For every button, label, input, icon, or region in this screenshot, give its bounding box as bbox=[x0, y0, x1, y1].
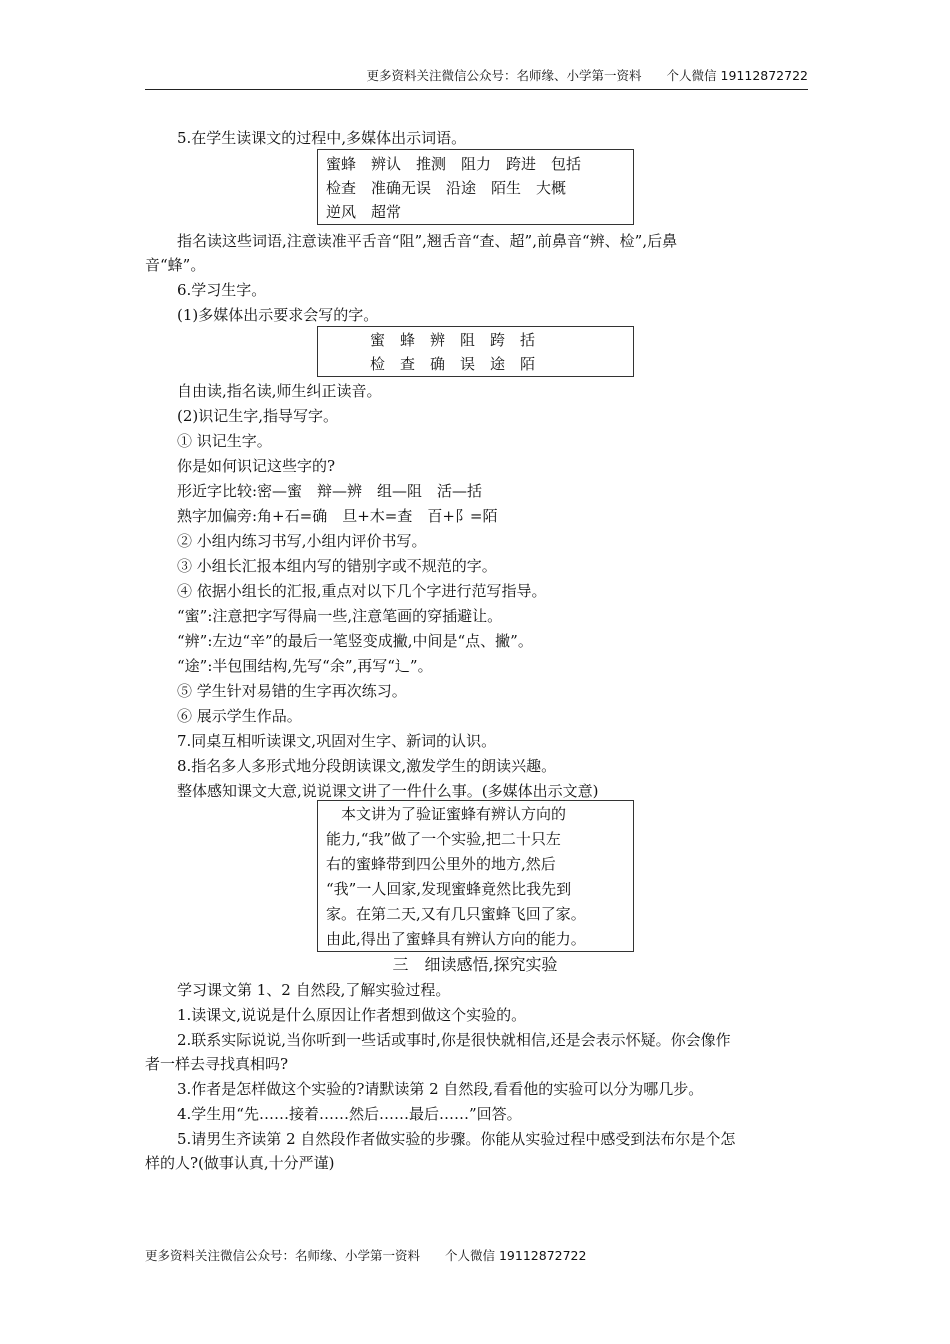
item5-intro: 5.在学生读课文的过程中,多媒体出示词语。 bbox=[177, 129, 467, 147]
step-6: ⑥ 展示学生作品。 bbox=[177, 707, 302, 725]
item8: 8.指名多人多形式地分段朗读课文,激发学生的朗读兴趣。 bbox=[177, 757, 557, 775]
summary-row: 能力,“我”做了一个实验,把二十只左 bbox=[326, 830, 561, 848]
vocab-note-cont: 音“蜂”。 bbox=[145, 256, 206, 274]
summary-row: 右的蜜蜂带到四公里外的地方,然后 bbox=[326, 855, 556, 873]
summary-intro: 整体感知课文大意,说说课文讲了一件什么事。(多媒体出示文意) bbox=[177, 782, 599, 800]
vocab-box bbox=[317, 149, 634, 225]
read-note: 自由读,指名读,师生纠正读音。 bbox=[177, 382, 382, 400]
step-3: ③ 小组长汇报本组内写的错别字或不规范的字。 bbox=[177, 557, 497, 575]
char-row: 检 查 确 误 途 陌 bbox=[370, 355, 536, 373]
item6-1: (1)多媒体出示要求会写的字。 bbox=[177, 306, 379, 324]
step-4: ④ 依据小组长的汇报,重点对以下几个字进行范写指导。 bbox=[177, 582, 547, 600]
question-1: 1.读课文,说说是什么原因让作者想到做这个实验的。 bbox=[177, 1006, 527, 1024]
question-2: 2.联系实际说说,当你听到一些话或事时,你是很快就相信,还是会表示怀疑。你会像作 bbox=[177, 1031, 731, 1049]
characters-box bbox=[317, 326, 634, 377]
question-4: 4.学生用“先……接着……然后……最后……”回答。 bbox=[177, 1105, 522, 1123]
summary-row: 家。在第二天,又有几只蜜蜂飞回了家。 bbox=[326, 905, 586, 923]
guide-tu: “途”:半包围结构,先写“余”,再写“辶”。 bbox=[177, 657, 433, 675]
summary-box bbox=[317, 800, 634, 952]
summary-row: 本文讲为了验证蜜蜂有辨认方向的 bbox=[326, 805, 567, 823]
question-5-cont: 样的人?(做事认真,十分严谨) bbox=[145, 1154, 335, 1172]
vocab-row: 检查 准确无误 沿途 陌生 大概 bbox=[326, 179, 567, 197]
step-1: ① 识记生字。 bbox=[177, 432, 272, 450]
question-5: 5.请男生齐读第 2 自然段作者做实验的步骤。你能从实验过程中感受到法布尔是个怎 bbox=[177, 1130, 736, 1148]
page-footer: 更多资料关注微信公众号：名师缘、小学第一资料 个人微信 19112872722 bbox=[145, 1248, 587, 1263]
guide-mi: “蜜”:注意把字写得扁一些,注意笔画的穿插避让。 bbox=[177, 607, 503, 625]
summary-row: “我”一人回家,发现蜜蜂竟然比我先到 bbox=[326, 880, 572, 898]
radical-chars: 熟字加偏旁:角+石=确 旦+木=查 百+阝=陌 bbox=[177, 507, 498, 525]
question-2-cont: 者一样去寻找真相吗? bbox=[145, 1055, 289, 1073]
step-5: ⑤ 学生针对易错的生字再次练习。 bbox=[177, 682, 407, 700]
char-row: 蜜 蜂 辨 阻 跨 括 bbox=[370, 331, 536, 349]
guide-bian: “辨”:左边“辛”的最后一笔竖变成撇,中间是“点、撇”。 bbox=[177, 632, 533, 650]
step-2: ② 小组内练习书写,小组内评价书写。 bbox=[177, 532, 427, 550]
item6: 6.学习生字。 bbox=[177, 281, 267, 299]
question-3: 3.作者是怎样做这个实验的?请默读第 2 自然段,看看他的实验可以分为哪几步。 bbox=[177, 1080, 704, 1098]
vocab-row: 蜜蜂 辨认 推测 阻力 跨进 包括 bbox=[326, 155, 582, 173]
page-header: 更多资料关注微信公众号：名师缘、小学第一资料 个人微信 19112872722 bbox=[145, 66, 808, 90]
vocab-note: 指名读这些词语,注意读准平舌音“阻”,翘舌音“查、超”,前鼻音“辨、检”,后鼻 bbox=[177, 232, 678, 250]
item7: 7.同桌互相听读课文,巩固对生字、新词的认识。 bbox=[177, 732, 497, 750]
how-remember: 你是如何识记这些字的? bbox=[177, 457, 336, 475]
summary-row: 由此,得出了蜜蜂具有辨认方向的能力。 bbox=[326, 930, 586, 948]
item6-2: (2)识记生字,指导写字。 bbox=[177, 407, 339, 425]
section-title: 三 细读感悟,探究实验 bbox=[392, 955, 558, 974]
section-intro: 学习课文第 1、2 自然段,了解实验过程。 bbox=[177, 981, 451, 999]
similar-chars: 形近字比较:密—蜜 辩—辨 组—阻 活—括 bbox=[177, 482, 483, 500]
vocab-row: 逆风 超常 bbox=[326, 203, 402, 221]
